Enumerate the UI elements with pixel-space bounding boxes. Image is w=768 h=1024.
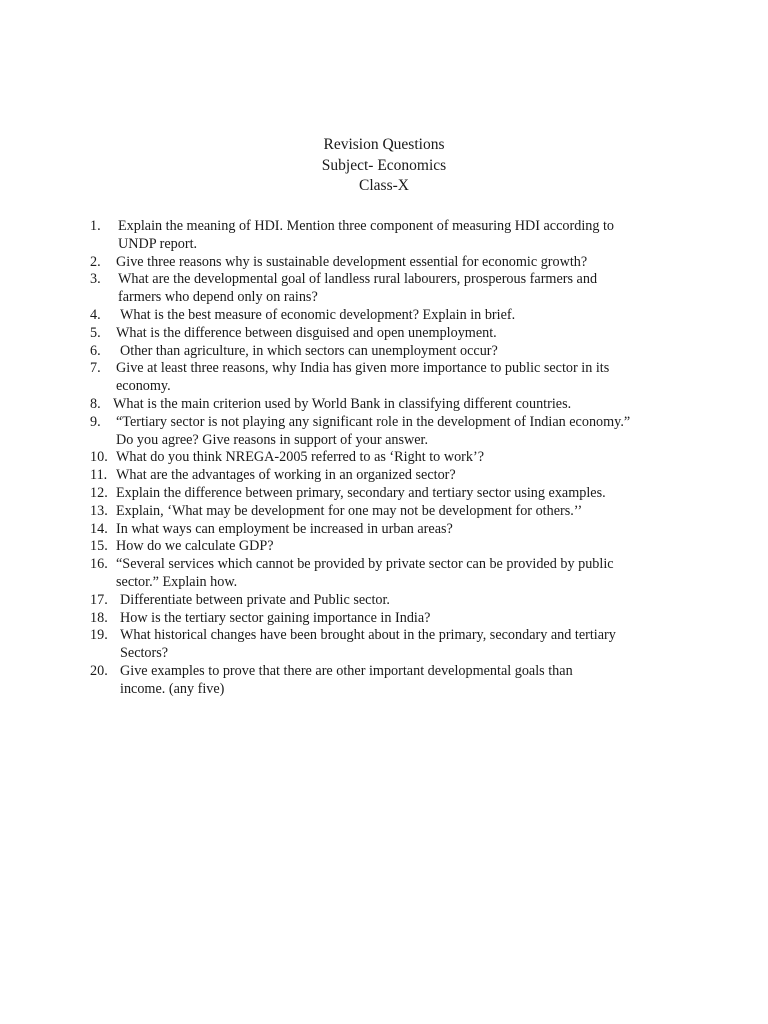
question-item [90, 449, 710, 467]
question-text: How is the tertiary sector gaining importance in India? [120, 609, 431, 626]
question-item [90, 627, 710, 663]
question-text: Explain, ‘What may be development for one may not be development for others.’’ [116, 502, 583, 519]
question-item [90, 218, 710, 254]
question-text: How do we calculate GDP? [116, 538, 274, 555]
question-item [90, 521, 710, 539]
question-text: Differentiate between private and Public sector. [120, 591, 390, 608]
question-number: 19. [90, 627, 108, 644]
question-number: 9. [90, 413, 101, 430]
question-number: 5. [90, 324, 101, 341]
question-number: 2. [90, 253, 101, 270]
question-text: What historical changes have been brought about in the primary, secondary and tertiary Sectors? [120, 627, 616, 662]
question-text: Explain the difference between primary, secondary and tertiary sector using examples. [116, 484, 606, 501]
question-item [90, 307, 710, 325]
question-text: What are the developmental goal of landless rural labourers, prosperous farmers and farmers who depend only on rains? [118, 271, 598, 306]
question-number: 14. [90, 520, 108, 537]
question-text: Give at least three reasons, why India has given more importance to public sector in its economy. [116, 360, 610, 395]
question-list [90, 218, 710, 699]
question-item [90, 360, 710, 396]
question-number: 20. [90, 662, 108, 679]
question-text: What is the main criterion used by World Bank in classifying different countries. [113, 395, 572, 412]
question-text: “Tertiary sector is not playing any significant role in the development of Indian economy.” Do you agree? Give reasons in support of your answer. [116, 413, 631, 448]
question-item [90, 343, 710, 361]
question-number: 10. [90, 449, 108, 466]
question-number: 15. [90, 538, 108, 555]
question-item [90, 396, 710, 414]
document-header [0, 135, 768, 197]
question-number: 4. [90, 306, 101, 323]
question-item [90, 538, 710, 556]
question-number: 11. [90, 467, 108, 484]
question-number: 1. [90, 218, 101, 234]
question-item [90, 503, 710, 521]
question-item [90, 254, 710, 272]
question-item [90, 610, 710, 628]
question-text: What is the best measure of economic development? Explain in brief. [120, 306, 516, 323]
question-number: 16. [90, 556, 108, 573]
question-number: 3. [90, 271, 101, 288]
question-number: 12. [90, 484, 108, 501]
question-item [90, 325, 710, 343]
question-number: 18. [90, 609, 108, 626]
question-text: Give three reasons why is sustainable development essential for economic growth? [116, 253, 588, 270]
question-item [90, 485, 710, 503]
question-number: 13. [90, 502, 108, 519]
question-text: Other than agriculture, in which sectors can unemployment occur? [120, 342, 498, 359]
document-subject: Subject- Economics [321, 156, 447, 174]
question-item [90, 556, 710, 592]
document-class: Class-X [359, 177, 409, 194]
question-text: “Several services which cannot be provided by private sector can be provided by public sector.” Explain how. [116, 556, 614, 590]
question-text: Explain the meaning of HDI. Mention three component of measuring HDI according to UNDP report. [118, 218, 615, 252]
question-item [90, 414, 710, 450]
question-number: 7. [90, 360, 101, 377]
question-text: What is the difference between disguised and open unemployment. [116, 324, 497, 341]
question-text: What are the advantages of working in an organized sector? [116, 467, 456, 484]
question-item [90, 663, 710, 699]
question-text: In what ways can employment be increased in urban areas? [116, 520, 453, 537]
document-title: Revision Questions [323, 136, 445, 153]
question-number: 6. [90, 342, 101, 359]
question-number: 17. [90, 591, 108, 608]
question-item [90, 467, 710, 485]
question-number: 8. [90, 395, 101, 412]
question-item [90, 592, 710, 610]
question-item [90, 271, 710, 307]
question-text: Give examples to prove that there are other important developmental goals than income. (any five) [120, 662, 573, 697]
question-text: What do you think NREGA-2005 referred to as ‘Right to work’? [116, 449, 485, 466]
